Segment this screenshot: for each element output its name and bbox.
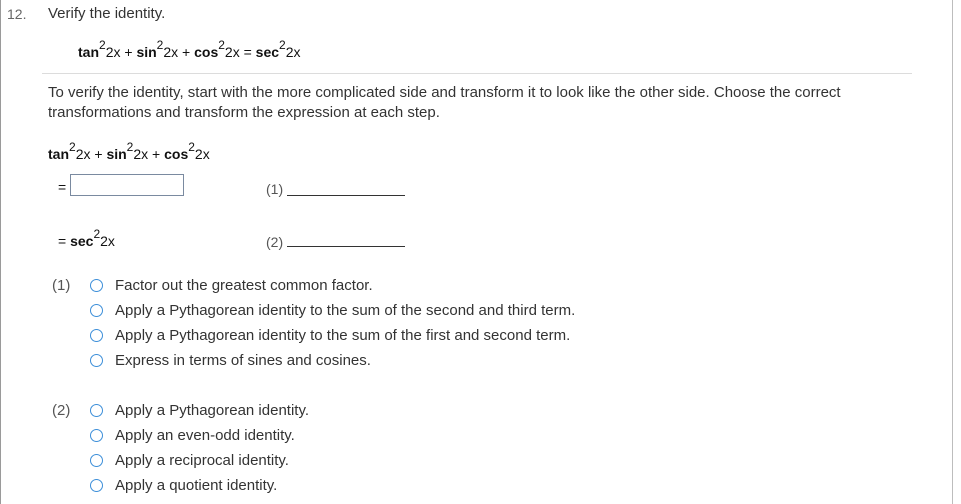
option-text: Apply a Pythagorean identity to the sum of the first and second term. bbox=[115, 326, 571, 344]
identity-arg: 2x = bbox=[224, 44, 256, 60]
options2-item[interactable] bbox=[90, 475, 277, 495]
lhs-arg: 2x + bbox=[133, 146, 165, 162]
radio-button[interactable] bbox=[90, 454, 103, 467]
radio-button[interactable] bbox=[90, 304, 103, 317]
question-title: Verify the identity. bbox=[48, 5, 166, 22]
lhs-term-tan: tan bbox=[48, 146, 69, 162]
options1-item[interactable] bbox=[90, 300, 575, 320]
options1-item[interactable] bbox=[90, 325, 570, 345]
step2-label: (2) bbox=[266, 234, 284, 250]
option-text: Apply a Pythagorean identity to the sum of the second and third term. bbox=[115, 301, 576, 319]
identity-arg: 2x + bbox=[105, 44, 137, 60]
radio-button[interactable] bbox=[90, 479, 103, 492]
step1-label: (1) bbox=[266, 181, 284, 197]
options2-item[interactable] bbox=[90, 450, 289, 470]
lhs-arg: 2x bbox=[194, 146, 210, 162]
lhs-exponent: 2 bbox=[188, 140, 195, 155]
identity-exponent: 2 bbox=[218, 38, 225, 53]
section-divider bbox=[42, 73, 912, 74]
option-text: Factor out the greatest common factor. bbox=[115, 276, 373, 294]
step1-answer-input[interactable] bbox=[70, 174, 184, 196]
question-number: 12. bbox=[7, 6, 27, 22]
step2-expression bbox=[58, 227, 115, 249]
step2-term-sec: sec bbox=[70, 233, 94, 249]
options2-item[interactable] bbox=[90, 425, 295, 445]
radio-button[interactable] bbox=[90, 279, 103, 292]
lhs-exponent: 2 bbox=[126, 140, 134, 155]
step2-reason-blank[interactable] bbox=[287, 246, 405, 247]
instructions-text: To verify the identity, start with the more complicated side and transform it to look like the other side. Choose the correct transformations and transform the expression at each step. bbox=[48, 84, 841, 121]
identity-equation bbox=[78, 38, 301, 60]
options2-label: (2) bbox=[52, 402, 71, 419]
step2-exponent: 2 bbox=[93, 227, 101, 242]
frame-right-border bbox=[952, 0, 953, 504]
identity-term-sin: sin bbox=[136, 44, 157, 60]
radio-button[interactable] bbox=[90, 429, 103, 442]
identity-arg: 2x + bbox=[163, 44, 195, 60]
identity-exponent: 2 bbox=[99, 38, 106, 53]
options1-item[interactable] bbox=[90, 275, 373, 295]
step2-arg: 2x bbox=[100, 233, 115, 249]
step1-equals: = bbox=[58, 179, 67, 195]
options1-item[interactable] bbox=[90, 350, 371, 370]
lhs-term-sin: sin bbox=[106, 146, 127, 162]
option-text: Express in terms of sines and cosines. bbox=[115, 351, 371, 369]
options1-label: (1) bbox=[52, 277, 71, 294]
radio-button[interactable] bbox=[90, 404, 103, 417]
identity-arg: 2x bbox=[285, 44, 301, 60]
lhs-arg: 2x + bbox=[75, 146, 107, 162]
radio-button[interactable] bbox=[90, 354, 103, 367]
option-text: Apply a reciprocal identity. bbox=[115, 451, 289, 469]
radio-button[interactable] bbox=[90, 329, 103, 342]
frame-left-border bbox=[0, 0, 1, 504]
lhs-exponent: 2 bbox=[69, 140, 76, 155]
identity-term-sec: sec bbox=[255, 44, 280, 60]
step2-equals: = bbox=[58, 233, 71, 249]
option-text: Apply a Pythagorean identity. bbox=[115, 401, 310, 419]
option-text: Apply an even-odd identity. bbox=[115, 426, 295, 444]
step1-reason-blank[interactable] bbox=[287, 195, 405, 196]
work-lhs bbox=[48, 140, 210, 162]
identity-exponent: 2 bbox=[156, 38, 164, 53]
identity-term-tan: tan bbox=[78, 44, 99, 60]
lhs-term-cos: cos bbox=[164, 146, 189, 162]
options2-item[interactable] bbox=[90, 400, 309, 420]
identity-term-cos: cos bbox=[194, 44, 219, 60]
option-text: Apply a quotient identity. bbox=[115, 476, 278, 494]
identity-exponent: 2 bbox=[279, 38, 286, 53]
